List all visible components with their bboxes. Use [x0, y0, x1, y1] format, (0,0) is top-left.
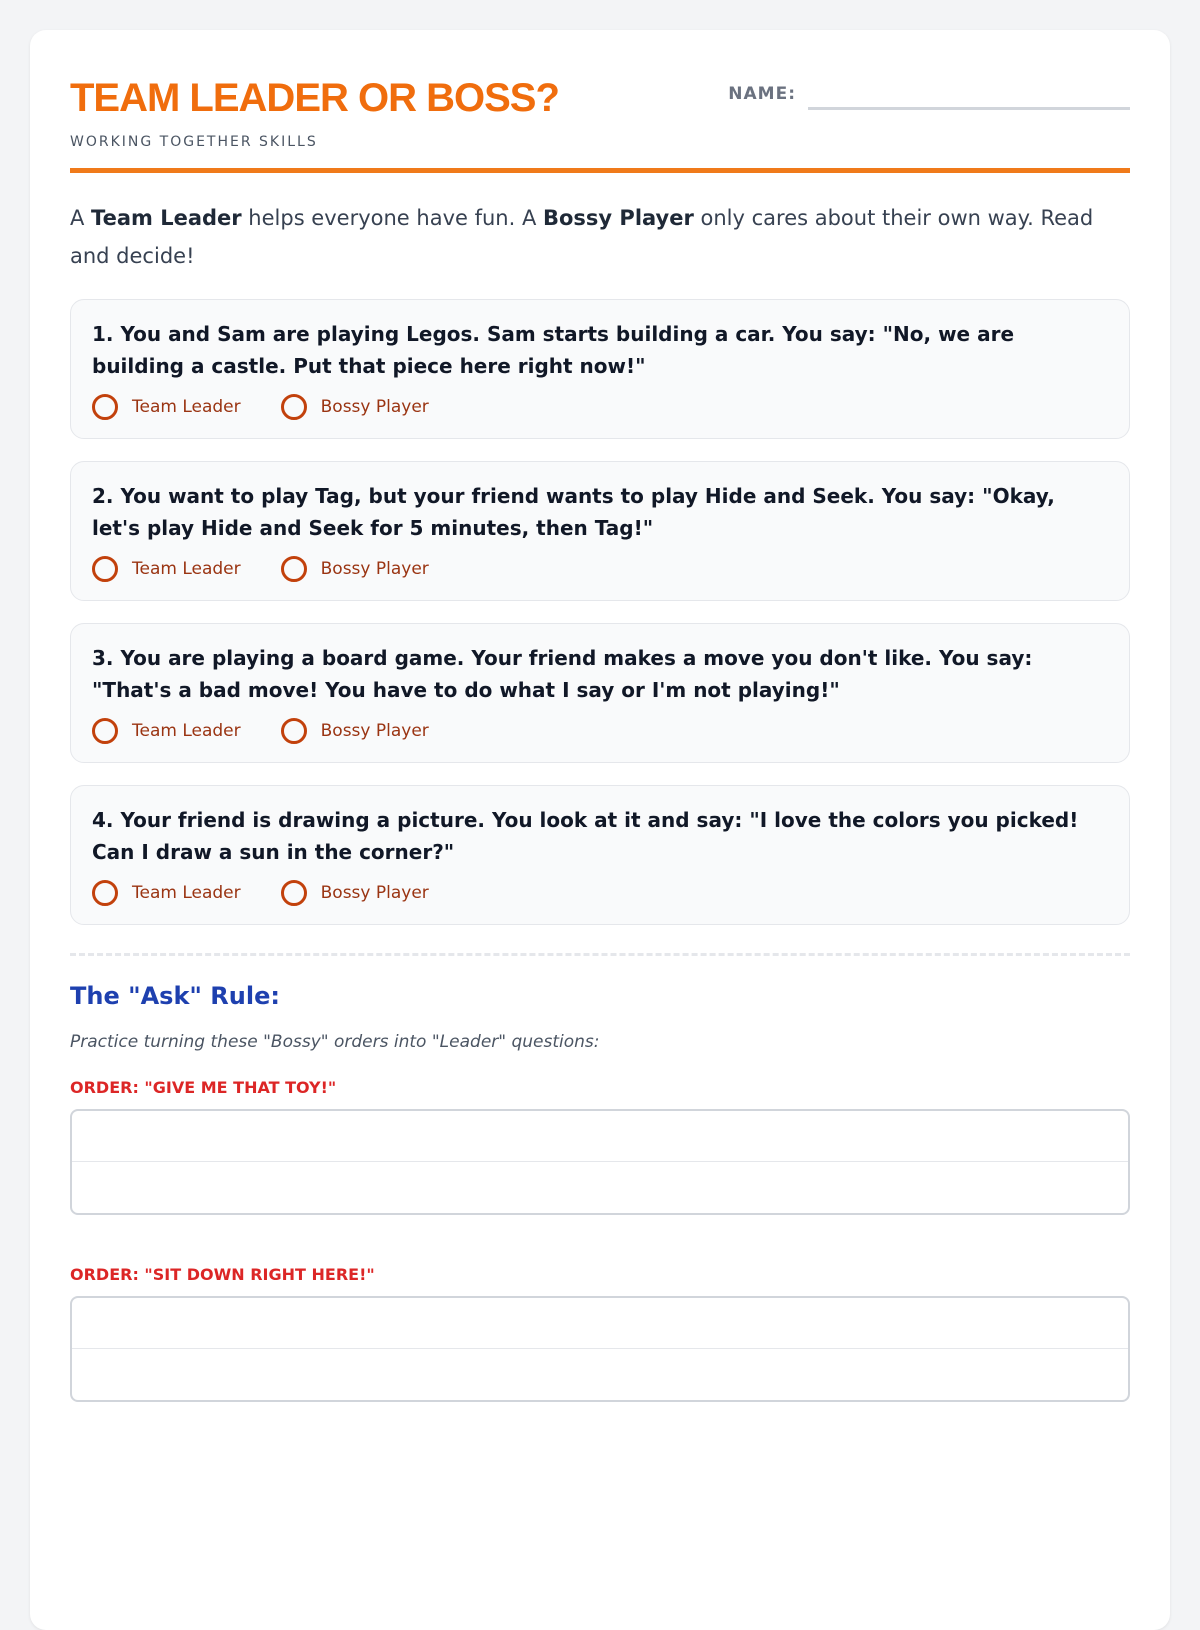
intro-part-2: helps everyone have fun. A — [241, 206, 543, 230]
question-card — [70, 299, 1130, 439]
radio-circle-icon[interactable] — [281, 556, 307, 582]
question-card — [70, 785, 1130, 925]
radio-circle-icon[interactable] — [281, 880, 307, 906]
radio-circle-icon[interactable] — [281, 394, 307, 420]
order-label: ORDER: "GIVE ME THAT TOY!" — [70, 1078, 337, 1097]
ask-rule-title: The "Ask" Rule: — [70, 982, 280, 1010]
answer-box[interactable] — [70, 1296, 1130, 1402]
option-bossy-player[interactable] — [281, 394, 429, 420]
answer-line[interactable] — [72, 1111, 1128, 1162]
answer-options — [92, 556, 1109, 582]
radio-circle-icon[interactable] — [92, 556, 118, 582]
section-divider — [70, 953, 1130, 956]
option-label: Bossy Player — [320, 883, 429, 903]
order-block — [70, 1078, 1130, 1215]
radio-circle-icon[interactable] — [92, 880, 118, 906]
page-title: TEAM LEADER OR BOSS? — [70, 76, 559, 120]
question-text: 1. You and Sam are playing Legos. Sam starts building a car. You say: "No, we are building a castle. Put that piece here right now!" — [92, 322, 1015, 378]
name-input-line[interactable] — [808, 82, 1130, 110]
intro-bossy-player: Bossy Player — [543, 206, 694, 230]
option-label: Team Leader — [132, 559, 241, 579]
ask-rule-instruction: Practice turning these "Bossy" orders into "Leader" questions: — [70, 1032, 600, 1052]
question-card — [70, 461, 1130, 601]
intro-part-3: only cares about their own way. Read and decide! — [70, 206, 1094, 268]
option-label: Team Leader — [132, 397, 241, 417]
answer-options — [92, 880, 1109, 906]
question-text: 2. You want to play Tag, but your friend wants to play Hide and Seek. You say: "Okay, let's play Hide and Seek for 5 minutes, then Tag!" — [92, 484, 1055, 540]
option-team-leader[interactable] — [92, 394, 241, 420]
answer-options — [92, 718, 1109, 744]
order-block — [70, 1265, 1130, 1402]
option-team-leader[interactable] — [92, 880, 241, 906]
option-team-leader[interactable] — [92, 718, 241, 744]
intro-team-leader: Team Leader — [91, 206, 242, 230]
worksheet-header — [70, 70, 1130, 173]
option-label: Team Leader — [132, 883, 241, 903]
radio-circle-icon[interactable] — [92, 718, 118, 744]
option-team-leader[interactable] — [92, 556, 241, 582]
question-card — [70, 623, 1130, 763]
name-field-group — [728, 82, 1130, 110]
option-bossy-player[interactable] — [281, 556, 429, 582]
answer-box[interactable] — [70, 1109, 1130, 1215]
intro-text — [70, 199, 1130, 275]
radio-circle-icon[interactable] — [92, 394, 118, 420]
option-bossy-player[interactable] — [281, 880, 429, 906]
question-list — [70, 299, 1130, 925]
question-text: 3. You are playing a board game. Your friend makes a move you don't like. You say: "That's a bad move! You have to do what I say or I'm not playing!" — [92, 646, 1033, 702]
name-label: NAME: — [728, 84, 796, 104]
intro-part-1: A — [70, 206, 92, 230]
radio-circle-icon[interactable] — [281, 718, 307, 744]
answer-line[interactable] — [72, 1298, 1128, 1349]
option-label: Team Leader — [132, 721, 241, 741]
page-subtitle: WORKING TOGETHER SKILLS — [70, 134, 318, 150]
order-label: ORDER: "SIT DOWN RIGHT HERE!" — [70, 1265, 375, 1284]
option-label: Bossy Player — [320, 397, 429, 417]
title-block — [70, 70, 559, 150]
option-label: Bossy Player — [320, 559, 429, 579]
question-text: 4. Your friend is drawing a picture. You look at it and say: "I love the colors you picked! Can I draw a sun in the corner?" — [92, 808, 1079, 864]
answer-options — [92, 394, 1109, 420]
option-label: Bossy Player — [320, 721, 429, 741]
answer-line[interactable] — [72, 1162, 1128, 1213]
answer-line[interactable] — [72, 1349, 1128, 1400]
worksheet — [30, 30, 1170, 1630]
option-bossy-player[interactable] — [281, 718, 429, 744]
